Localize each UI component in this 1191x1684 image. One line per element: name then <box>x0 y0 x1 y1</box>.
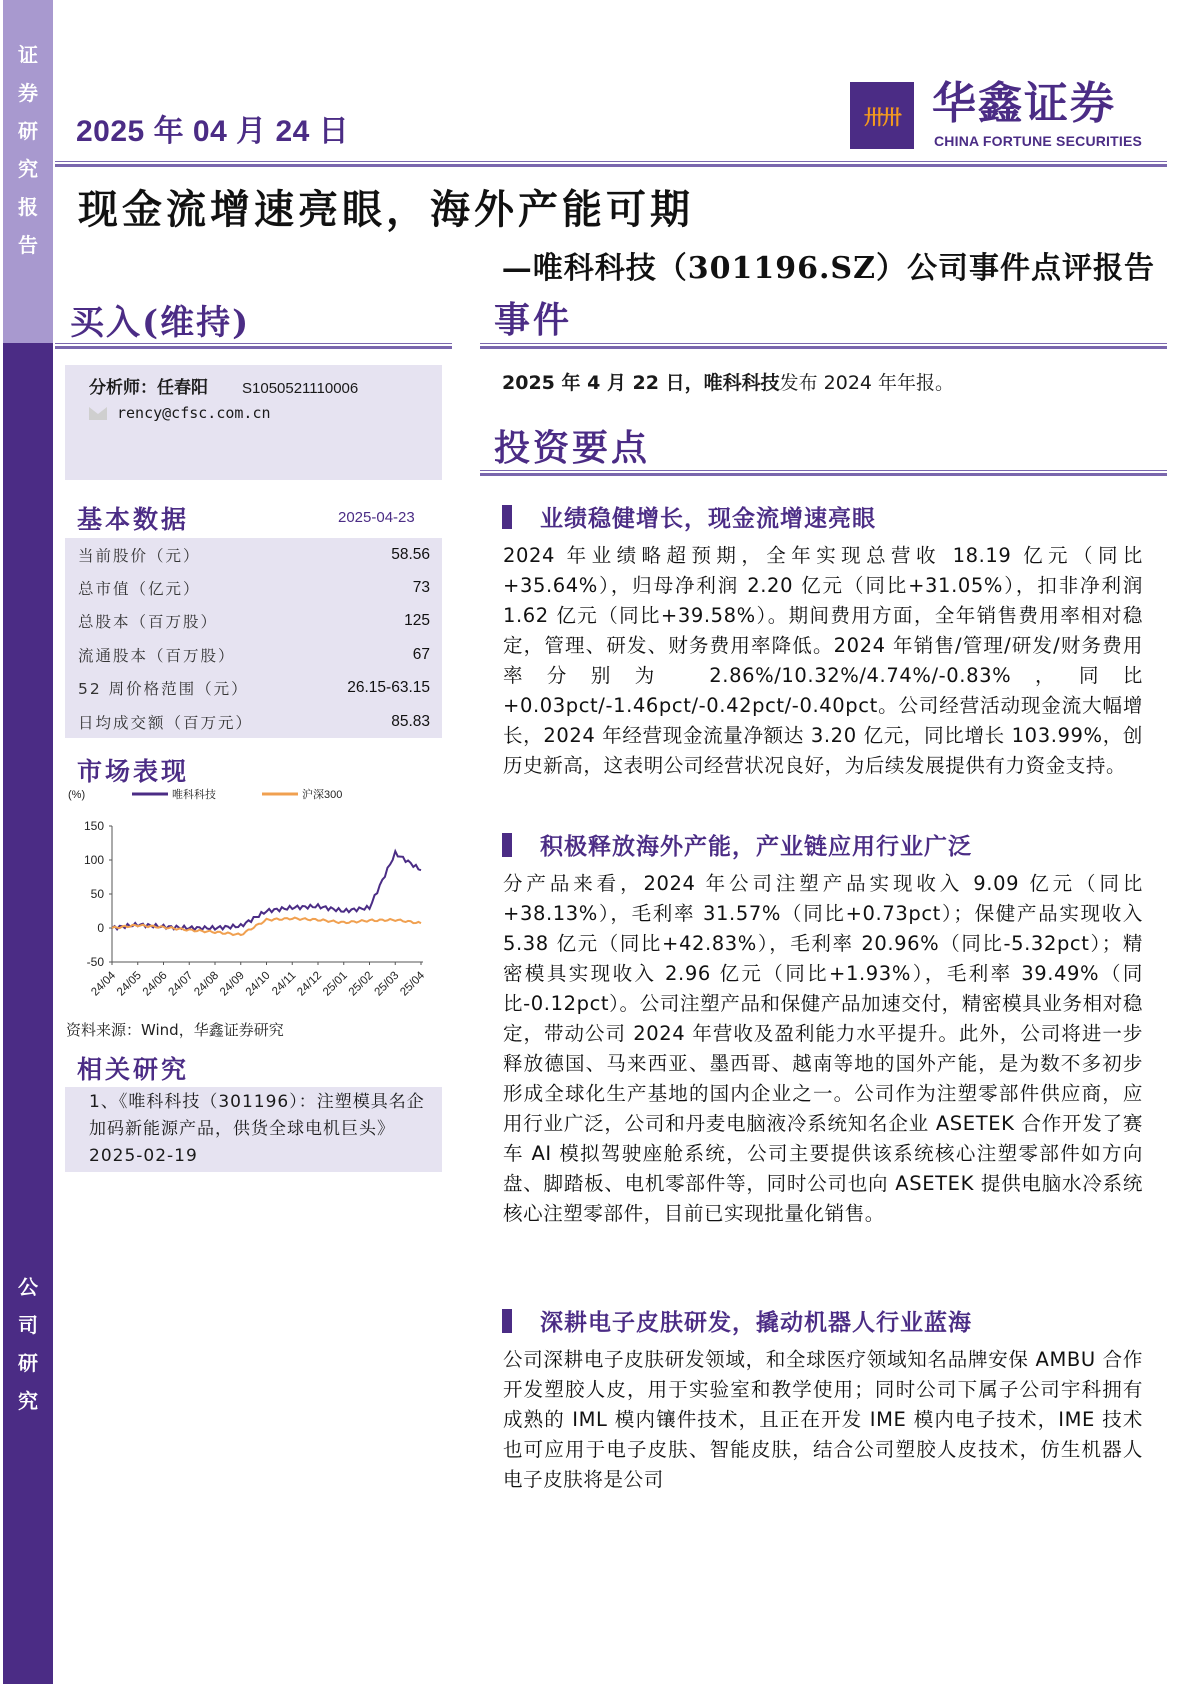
sidebar-char: 报 <box>18 195 38 219</box>
market-performance-chart <box>66 784 446 1014</box>
sidebar-label-company <box>3 1268 53 1420</box>
basic-data-date: 2025-04-23 <box>338 509 415 526</box>
svg-text:24/08: 24/08 <box>192 969 222 999</box>
sidebar-char: 究 <box>18 157 38 181</box>
bullet-bar-icon <box>502 1309 512 1333</box>
sidebar-char: 研 <box>18 119 38 143</box>
point-heading-text: 业绩稳健增长，现金流增速亮眼 <box>540 505 876 532</box>
related-research-heading: 相关研究 <box>77 1055 190 1084</box>
row-value: 26.15-63.15 <box>347 679 430 697</box>
header-divider-thin <box>55 161 1167 162</box>
analyst-panel <box>65 365 442 480</box>
logo-name-en: CHINA FORTUNE SECURITIES <box>934 133 1143 149</box>
chart-source: 资料来源：Wind，华鑫证券研究 <box>66 1021 284 1039</box>
rating-divider <box>55 346 452 349</box>
table-row <box>65 672 442 705</box>
svg-text:沪深300: 沪深300 <box>302 789 343 801</box>
rating-divider-thin <box>55 343 452 344</box>
event-action: 发布 2024 年年报。 <box>779 372 955 394</box>
svg-text:25/01: 25/01 <box>321 969 350 999</box>
market-heading: 市场表现 <box>77 757 190 786</box>
report-title: 现金流增速亮眼，海外产能可期 <box>78 186 694 233</box>
row-label: 流通股本（百万股） <box>78 646 236 665</box>
point-body-3: 公司深耕电子皮肤研发领域，和全球医疗领域知名品牌安保 AMBU 合作开发塑胶人皮，用于实验室和教学使用；同时公司下属子公司宇科拥有成熟的 IML 模内镶件技术，且正在开发 IME 模内电子技术，IME 技术也可应用于电子皮肤、智能皮肤，结合公司塑胶人皮技术，仿生机器人电子皮肤将是公司 <box>503 1348 1143 1491</box>
investment-divider <box>480 473 1167 476</box>
svg-text:50: 50 <box>90 887 104 901</box>
point-heading-1 <box>502 500 1142 533</box>
table-row <box>65 538 442 571</box>
table-row <box>65 571 442 604</box>
sidebar-band-bottom <box>3 343 53 1684</box>
row-value: 125 <box>404 612 430 630</box>
svg-text:24/04: 24/04 <box>89 969 119 999</box>
logo-name-cn: 华鑫证券 <box>932 78 1116 129</box>
row-label: 日均成交额（百万元） <box>78 713 254 732</box>
row-value: 67 <box>412 645 430 663</box>
analyst-certificate-id: S1050521110006 <box>242 380 359 397</box>
point-heading-3 <box>502 1304 1142 1337</box>
point-body-2: 分产品来看，2024 年公司注塑产品实现收入 9.09 亿元（同比+38.13%），毛利率 31.57%（同比+0.73pct）；保健产品实现收入 5.38 亿元（同比+42.83%），毛利率 20.96%（同比-5.32pct）；精密模具实现收入 2.96 亿元（同比+1.93%），毛利率 39.49%（同比-0.12pct）。公司注塑产品和保健产品加速交付，精密模具业务相对稳定，带动公司 2024 年营收及盈利能力水平提升。此外，公司将进一步释放德国、马来西亚、墨西哥、越南等地的国外产能，是为数不多初步形成全球化生产基地的国内企业之一。公司作为注塑零部件供应商，应用行业广泛，公司和丹麦电脑液冷系统知名企业 ASETEK 合作开发了赛车 AI 模拟驾驶座舱系统，公司主要提供该系统核心注塑零部件如方向盘、脚踏板、电机零部件等，同时公司也向 ASETEK 提供电脑水冷系统核心注塑零部件，目前已实现批量化销售。 <box>503 872 1143 1225</box>
table-row <box>65 705 442 738</box>
basic-data-table <box>65 538 442 738</box>
point-heading-text: 深耕电子皮肤研发，撬动机器人行业蓝海 <box>540 1309 972 1336</box>
analyst-name: 分析师：任春阳 <box>89 378 208 398</box>
row-value: 85.83 <box>391 712 430 730</box>
logo-flame-icon: 卅卅 <box>864 105 900 129</box>
related-research-item[interactable]: 1、《唯科科技（301196）：注塑模具名企加码新能源产品，供货全球电机巨头》2025-02-19 <box>89 1092 425 1166</box>
point-heading-2 <box>502 828 1142 861</box>
sidebar-label-report <box>3 36 53 264</box>
svg-text:24/06: 24/06 <box>140 969 170 999</box>
mail-icon <box>89 407 107 420</box>
analyst-email[interactable]: rency@cfsc.com.cn <box>117 404 271 422</box>
svg-text:25/04: 25/04 <box>398 969 428 999</box>
investment-heading: 投资要点 <box>494 427 651 469</box>
row-value: 58.56 <box>391 545 430 563</box>
svg-text:(%): (%) <box>68 789 86 801</box>
svg-text:唯科科技: 唯科科技 <box>172 789 216 801</box>
svg-text:24/09: 24/09 <box>218 969 247 999</box>
event-divider-thin <box>480 343 1167 344</box>
sidebar-char: 告 <box>18 233 38 257</box>
basic-data-heading: 基本数据 <box>77 505 190 534</box>
row-label: 总股本（百万股） <box>78 613 219 632</box>
bullet-bar-icon <box>502 505 512 529</box>
table-row <box>65 638 442 671</box>
svg-text:-50: -50 <box>86 955 104 969</box>
svg-text:24/11: 24/11 <box>270 969 299 998</box>
point-body-1: 2024 年业绩略超预期，全年实现总营收 18.19 亿元（同比+35.64%），归母净利润 2.20 亿元（同比+31.05%），扣非净利润 1.62 亿元（同比+39.58%）。期间费用方面，全年销售费用率相对稳定，管理、研发、财务费用率降低。2024 年销售/管理/研发/财务费用率分别为 2.86%/10.32%/4.74%/-0.83%，同比+0.03pct/-1.46pct/-0.42pct/-0.40pct。公司经营活动现金流大幅增长，2024 年经营现金流量净额达 3.20 亿元，同比增长 103.99%，创历史新高，这表明公司经营状况良好，为后续发展提供有力资金支持。 <box>503 544 1143 777</box>
report-subtitle: —唯科科技（301196.SZ）公司事件点评报告 <box>501 251 1155 286</box>
rating: 买入(维持) <box>70 303 251 343</box>
event-heading: 事件 <box>494 299 573 341</box>
logo-mark <box>850 82 914 149</box>
investment-divider-thin <box>480 470 1167 471</box>
svg-text:0: 0 <box>97 921 104 935</box>
event-divider <box>480 346 1167 349</box>
header-divider <box>55 164 1167 167</box>
svg-text:25/03: 25/03 <box>372 969 402 999</box>
row-value: 73 <box>412 579 430 597</box>
related-research-list <box>65 1087 442 1172</box>
svg-text:24/12: 24/12 <box>295 969 325 999</box>
svg-text:24/07: 24/07 <box>166 969 196 999</box>
svg-text:150: 150 <box>83 819 104 833</box>
event-date-company: 2025 年 4 月 22 日，唯科科技 <box>502 372 780 394</box>
sidebar-char: 证 <box>18 43 38 67</box>
sidebar-char: 券 <box>18 81 38 105</box>
sidebar-char: 究 <box>18 1389 38 1413</box>
row-label: 52 周价格范围（元） <box>78 680 249 699</box>
bullet-bar-icon <box>502 833 512 857</box>
svg-text:100: 100 <box>83 853 104 867</box>
sidebar-char: 司 <box>18 1313 38 1337</box>
svg-text:24/10: 24/10 <box>243 969 273 999</box>
report-date: 2025 年 04 月 24 日 <box>76 115 350 148</box>
svg-text:24/05: 24/05 <box>115 969 144 999</box>
row-label: 当前股价（元） <box>78 546 201 565</box>
sidebar-char: 公 <box>18 1275 38 1299</box>
sidebar-char: 研 <box>18 1351 38 1375</box>
svg-text:25/02: 25/02 <box>346 969 376 999</box>
event-description <box>502 368 954 395</box>
row-label: 总市值（亿元） <box>78 580 201 599</box>
table-row <box>65 605 442 638</box>
point-heading-text: 积极释放海外产能，产业链应用行业广泛 <box>540 833 972 860</box>
